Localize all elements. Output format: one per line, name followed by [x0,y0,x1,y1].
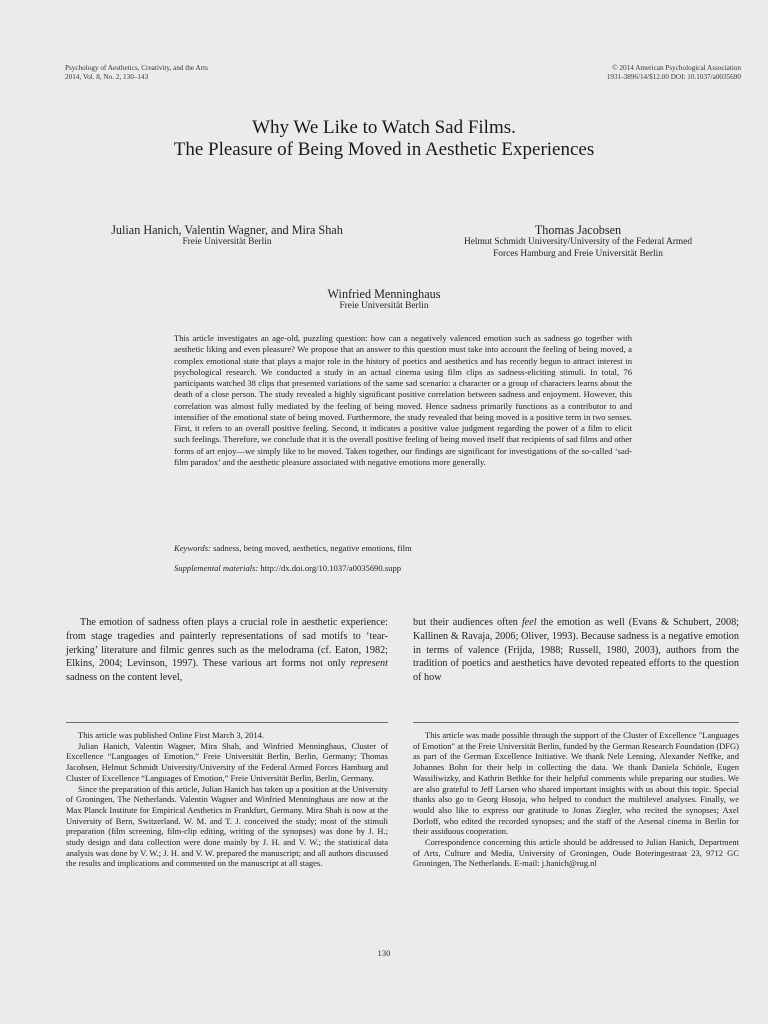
body-emphasis: represent [350,658,388,670]
supplemental-label: Supplemental materials: [174,563,259,573]
footnote-paragraph: Correspondence concerning this article should be addressed to Julian Hanich, Department of Arts, Culture and Media, University of Groningen, Oude Boteringestraat 23, 9712 GC Groningen, The Netherlands. E-mail: j.hanich@rug.nl [413,837,739,869]
footnote-paragraph: Since the preparation of this article, Julian Hanich has taken up a position at the University of Groningen, The Netherlands. Valentin Wagner and Winfried Menninghaus are now at the Max Planck Institute for Empirical Aesthetics in Frankfurt, Germany. Mira Shah is now at the University of Bern, Switzerland. W. M. and T. J. conceived the study; most of the stimuli preparation (film screening, film-clip editing, writing of the synopses) was done by J. H.; study design and data collection were done mainly by J. H. and V. W.; the statistical data analysis was done by V. W.; J. H. and V. W. prepared the manuscript; and all authors discussed the results and implications and commented on the manuscript at all stages. [66,783,388,869]
abstract: This article investigates an age-old, puzzling question: how can a negatively valenced emotion such as sadness go together with aesthetic liking and even pleasure? We propose that an answer to this question must take into account the feeling of being moved, a complex emotional state that plays a major role in the history of poetics and aesthetics and has recently begun to attract interest in psychological research. We conducted a study in an actual cinema using film clips as sadness-eliciting stimuli. In total, 76 participants watched 38 clips that presented variations of the same sad scenario: a character or a group of characters learns about the death of a close person. The study revealed a highly significant positive correlation between sadness and enjoyment. However, this correlation was almost fully mediated by the feeling of being moved. Hence sadness primarily functions as a contributor to and intensifier of the emotional state of being moved. Furthermore, the study revealed that being moved is a positive term in two senses. First, it refers to an overall positive feeling. Second, it indicates a positive value judgment regarding the power of a film to elicit such feelings. Therefore, we conclude that it is the overall positive feeling of being moved itself that recipients of sad films and other forms of art enjoy—we simply like to be moved. Taken together, our findings are significant for investigations of the so-called ‘sad-film paradox’ and the aesthetic pleasure associated with negative emotions more generally. [174,333,632,467]
footnote-paragraph: This article was published Online First March 3, 2014. [78,730,265,740]
journal-citation [65,64,208,81]
author-group-2 [420,223,736,260]
author-group-3 [284,287,484,313]
author-affiliation: Freie Universität Berlin [182,237,272,247]
supplemental-link[interactable]: http://dx.doi.org/10.1037/a0035690.supp [260,563,402,573]
title-line-2: The Pleasure of Being Moved in Aesthetic Experiences [173,139,595,160]
keywords-label: Keywords: [174,543,211,553]
supplemental-materials [174,563,632,574]
doi-line: 1931-3896/14/$12.00 DOI: 10.1037/a0035690 [606,72,741,81]
footnote-paragraph: This article was made possible through the support of the Cluster of Excellence "Languages of Emotion" at the Freie Universität Berlin, funded by the German Research Foundation (DFG) as part of the German Excellence Initiative. We thank Nele Lensing, Alexander Neffke, and Johannes Bohn for their help in collecting the data. We thank Daniela Schönle, Eugen Wassiliwizky, and Kathrin Bethke for their helpful comments while preparing our studies. We are also grateful to Jeff Larsen who shared important insights with us about this topic. Special thanks also go to Georg Hosoja, who helped to conduct the multilevel analyses. Finally, we would also like to express our gratitude to Jonas Ziegler, who recited the synopses; Axel Dorloff, who edited the recorded synopses; and the staff of the Arsenal cinema in Berlin for their assiduous cooperation. [413,730,739,837]
copyright-notice [607,64,741,81]
footnote-divider-right [413,722,739,723]
journal-name: Psychology of Aesthetics, Creativity, and the Arts [65,64,208,72]
keywords [174,543,632,554]
author-names: Winfried Menninghaus [327,287,441,301]
author-names: Thomas Jacobsen [534,223,622,237]
copyright-line: © 2014 American Psychological Association [612,64,741,72]
body-text: the emotion as well (Evans & Schubert, 2008; Kallinen & Ravaja, 2006; Oliver, 1993). Because sadness is a negative emotion in terms of valence (Frijda, 1988; Russell, 1980, 2003), authors from the tradition of poetics and aesthetics have devoted repeated efforts to the question of how [413,617,739,684]
body-column-left [66,616,388,685]
journal-volume: 2014, Vol. 8, No. 2, 130–143 [65,72,149,81]
author-group-1 [80,223,374,249]
title-line-1: Why We Like to Watch Sad Films. [252,117,516,138]
keywords-list: sadness, being moved, aesthetics, negative emotions, film [213,543,412,553]
body-column-right [413,616,739,685]
body-text: The emotion of sadness often plays a crucial role in aesthetic experience: from stage tragedies and painterly representations of sad motifs to ‘tear-jerking’ literature and filmic genres such as the melodrama (cf. Eaton, 1982; Elkins, 2004; Levinson, 1997). These various art forms not only [66,617,388,670]
footnote-paragraph: Julian Hanich, Valentin Wagner, Mira Shah, and Winfried Menninghaus, Cluster of Excellence “Languages of Emotion,” Freie Universität Berlin, Berlin, Germany; Thomas Jacobsen, Helmut Schmidt University/University of the Federal Armed Forces Hamburg and Cluster of Excellence “Languages of Emotion,” Freie Universität Berlin, Berlin, Germany. [66,740,388,783]
footnotes-left [66,730,388,869]
body-text: sadness on the content level, [66,672,183,684]
author-affiliation: Freie Universität Berlin [339,301,429,311]
author-affiliation: Helmut Schmidt University/University of the Federal Armed [463,237,693,247]
footnote-divider-left [66,722,388,723]
author-names: Julian Hanich, Valentin Wagner, and Mira Shah [111,223,343,237]
body-emphasis: feel [521,617,537,628]
page-number: 130 [377,948,391,958]
body-text: but their audiences often [413,617,522,628]
article-title [0,117,768,161]
author-affiliation-cont: Forces Hamburg and Freie Universität Berlin [493,248,663,259]
footnotes-right [413,730,739,869]
